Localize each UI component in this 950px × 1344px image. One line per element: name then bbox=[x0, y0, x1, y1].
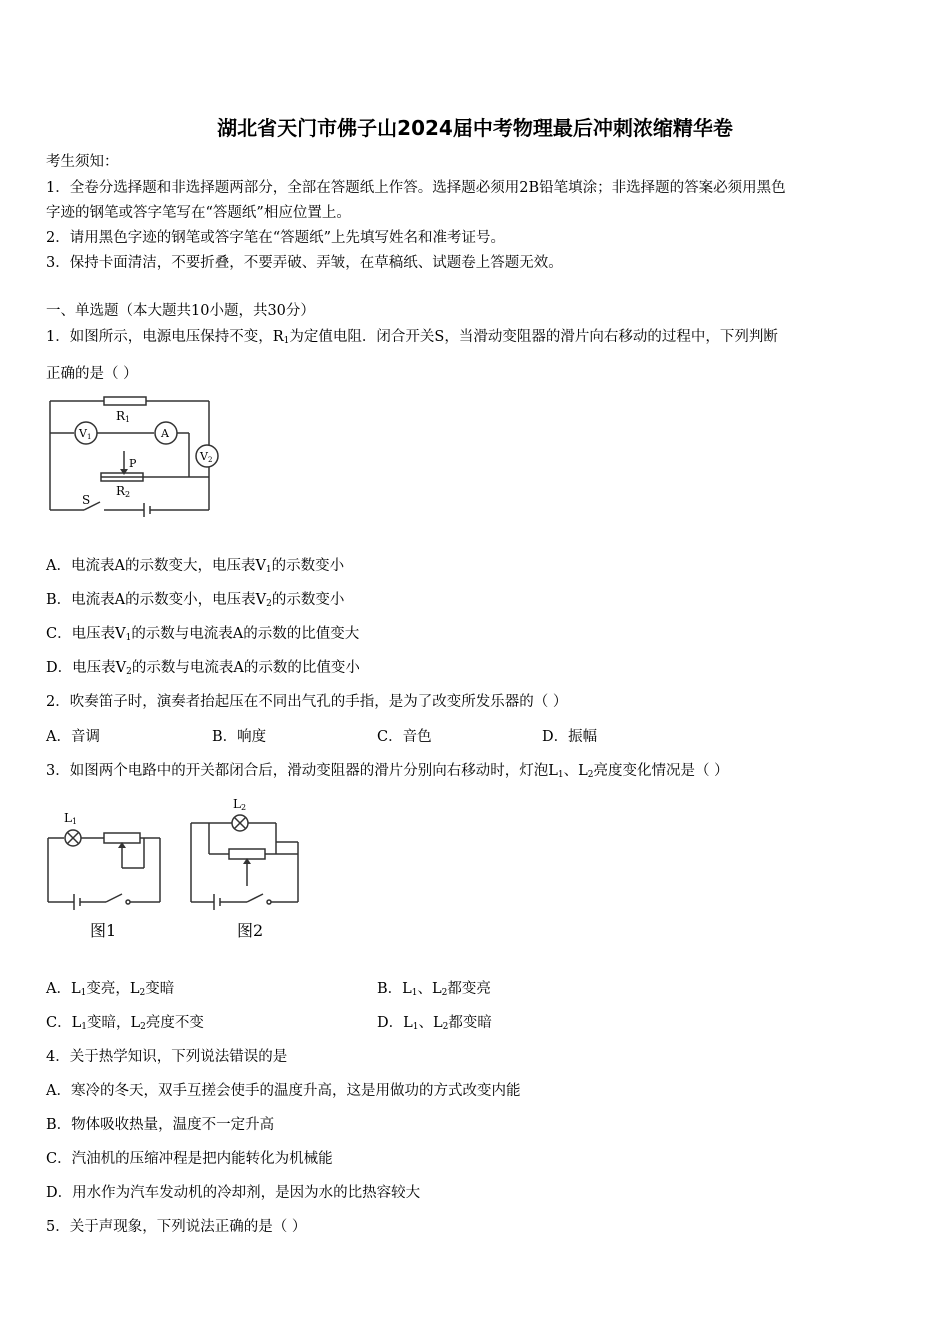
q3-option-d: D．$L_1$、$L_2$都变暗 bbox=[377, 1015, 492, 1032]
notice-item: 3．保持卡面清洁，不要折叠，不要弄破、弄皱，在草稿纸、试题卷上答题无效。 bbox=[46, 255, 563, 271]
svg-text:图2: 图2 bbox=[237, 921, 264, 940]
q1-circuit-figure bbox=[44, 395, 224, 520]
q4-option-c: C．汽油机的压缩冲程是把内能转化为机械能 bbox=[46, 1151, 333, 1167]
q1-stem-line2: 正确的是（ ） bbox=[46, 366, 138, 382]
q5-stem: 5．关于声现象，下列说法正确的是（ ） bbox=[46, 1219, 307, 1235]
svg-text:S: S bbox=[82, 493, 91, 507]
q2-option-d: D．振幅 bbox=[542, 729, 598, 745]
q2-stem: 2．吹奏笛子时，演奏者抬起压在不同出气孔的手指，是为了改变所发乐器的（ ） bbox=[46, 694, 568, 710]
svg-text:L1: L1 bbox=[64, 811, 78, 826]
page-title: 湖北省天门市佛子山2024届中考物理最后冲刺浓缩精华卷 bbox=[217, 116, 733, 140]
svg-text:图1: 图1 bbox=[90, 921, 117, 940]
q3-option-b: B．$L_1$、$L_2$都变亮 bbox=[377, 981, 491, 998]
q1-option-d: D．电压表$V_2$的示数与电流表A的示数的比值变小 bbox=[46, 660, 360, 677]
q3-stem: 3．如图两个电路中的开关都闭合后，滑动变阻器的滑片分别向右移动时，灯泡$L_1$、$L_2$亮度变化情况是（ ） bbox=[46, 763, 729, 780]
q1-option-a: A．电流表A的示数变大，电压表$V_1$的示数变小 bbox=[46, 558, 345, 575]
notice-item: 2．请用黑色字迹的钢笔或答字笔在“答题纸”上先填写姓名和准考证号。 bbox=[46, 230, 506, 246]
svg-text:L2: L2 bbox=[233, 797, 247, 812]
q1-option-c: C．电压表$V_1$的示数与电流表A的示数的比值变大 bbox=[46, 626, 360, 643]
q2-option-a: A．音调 bbox=[46, 729, 100, 745]
svg-text:V1: V1 bbox=[79, 427, 92, 441]
svg-text:V2: V2 bbox=[200, 450, 213, 464]
notice-heading: 考生须知： bbox=[46, 154, 119, 170]
svg-text:R2: R2 bbox=[116, 484, 131, 499]
q4-option-b: B．物体吸收热量，温度不一定升高 bbox=[46, 1117, 275, 1133]
q4-stem: 4．关于热学知识，下列说法错误的是 bbox=[46, 1049, 288, 1065]
svg-text:A: A bbox=[161, 427, 169, 440]
notice-item: 字迹的钢笔或答字笔写在“答题纸”相应位置上。 bbox=[46, 205, 351, 221]
q4-option-d: D．用水作为汽车发动机的冷却剂，是因为水的比热容较大 bbox=[46, 1185, 421, 1201]
section-heading: 一、单选题（本大题共10小题，共30分） bbox=[46, 303, 315, 319]
svg-text:P: P bbox=[129, 457, 137, 470]
q1-option-b: B．电流表A的示数变小，电压表$V_2$的示数变小 bbox=[46, 592, 345, 609]
q2-option-c: C．音色 bbox=[377, 729, 432, 745]
q2-option-b: B．响度 bbox=[212, 729, 267, 745]
q3-option-c: C．$L_1$变暗，$L_2$亮度不变 bbox=[46, 1015, 204, 1032]
q3-option-a: A．$L_1$变亮，$L_2$变暗 bbox=[46, 981, 175, 998]
q1-stem: 1．如图所示，电源电压保持不变，$R_1$为定值电阻．闭合开关S，当滑动变阻器的滑片向右移动的过程中，下列判断 bbox=[46, 329, 778, 346]
q4-option-a: A．寒冷的冬天，双手互搓会使手的温度升高，这是用做功的方式改变内能 bbox=[46, 1083, 521, 1099]
notice-item: 1．全卷分选择题和非选择题两部分，全部在答题纸上作答。选择题必须用2B铅笔填涂；非选择题的答案必须用黑色 bbox=[46, 180, 786, 196]
q3-circuit-figures bbox=[44, 790, 304, 945]
svg-text:R1: R1 bbox=[116, 409, 131, 424]
